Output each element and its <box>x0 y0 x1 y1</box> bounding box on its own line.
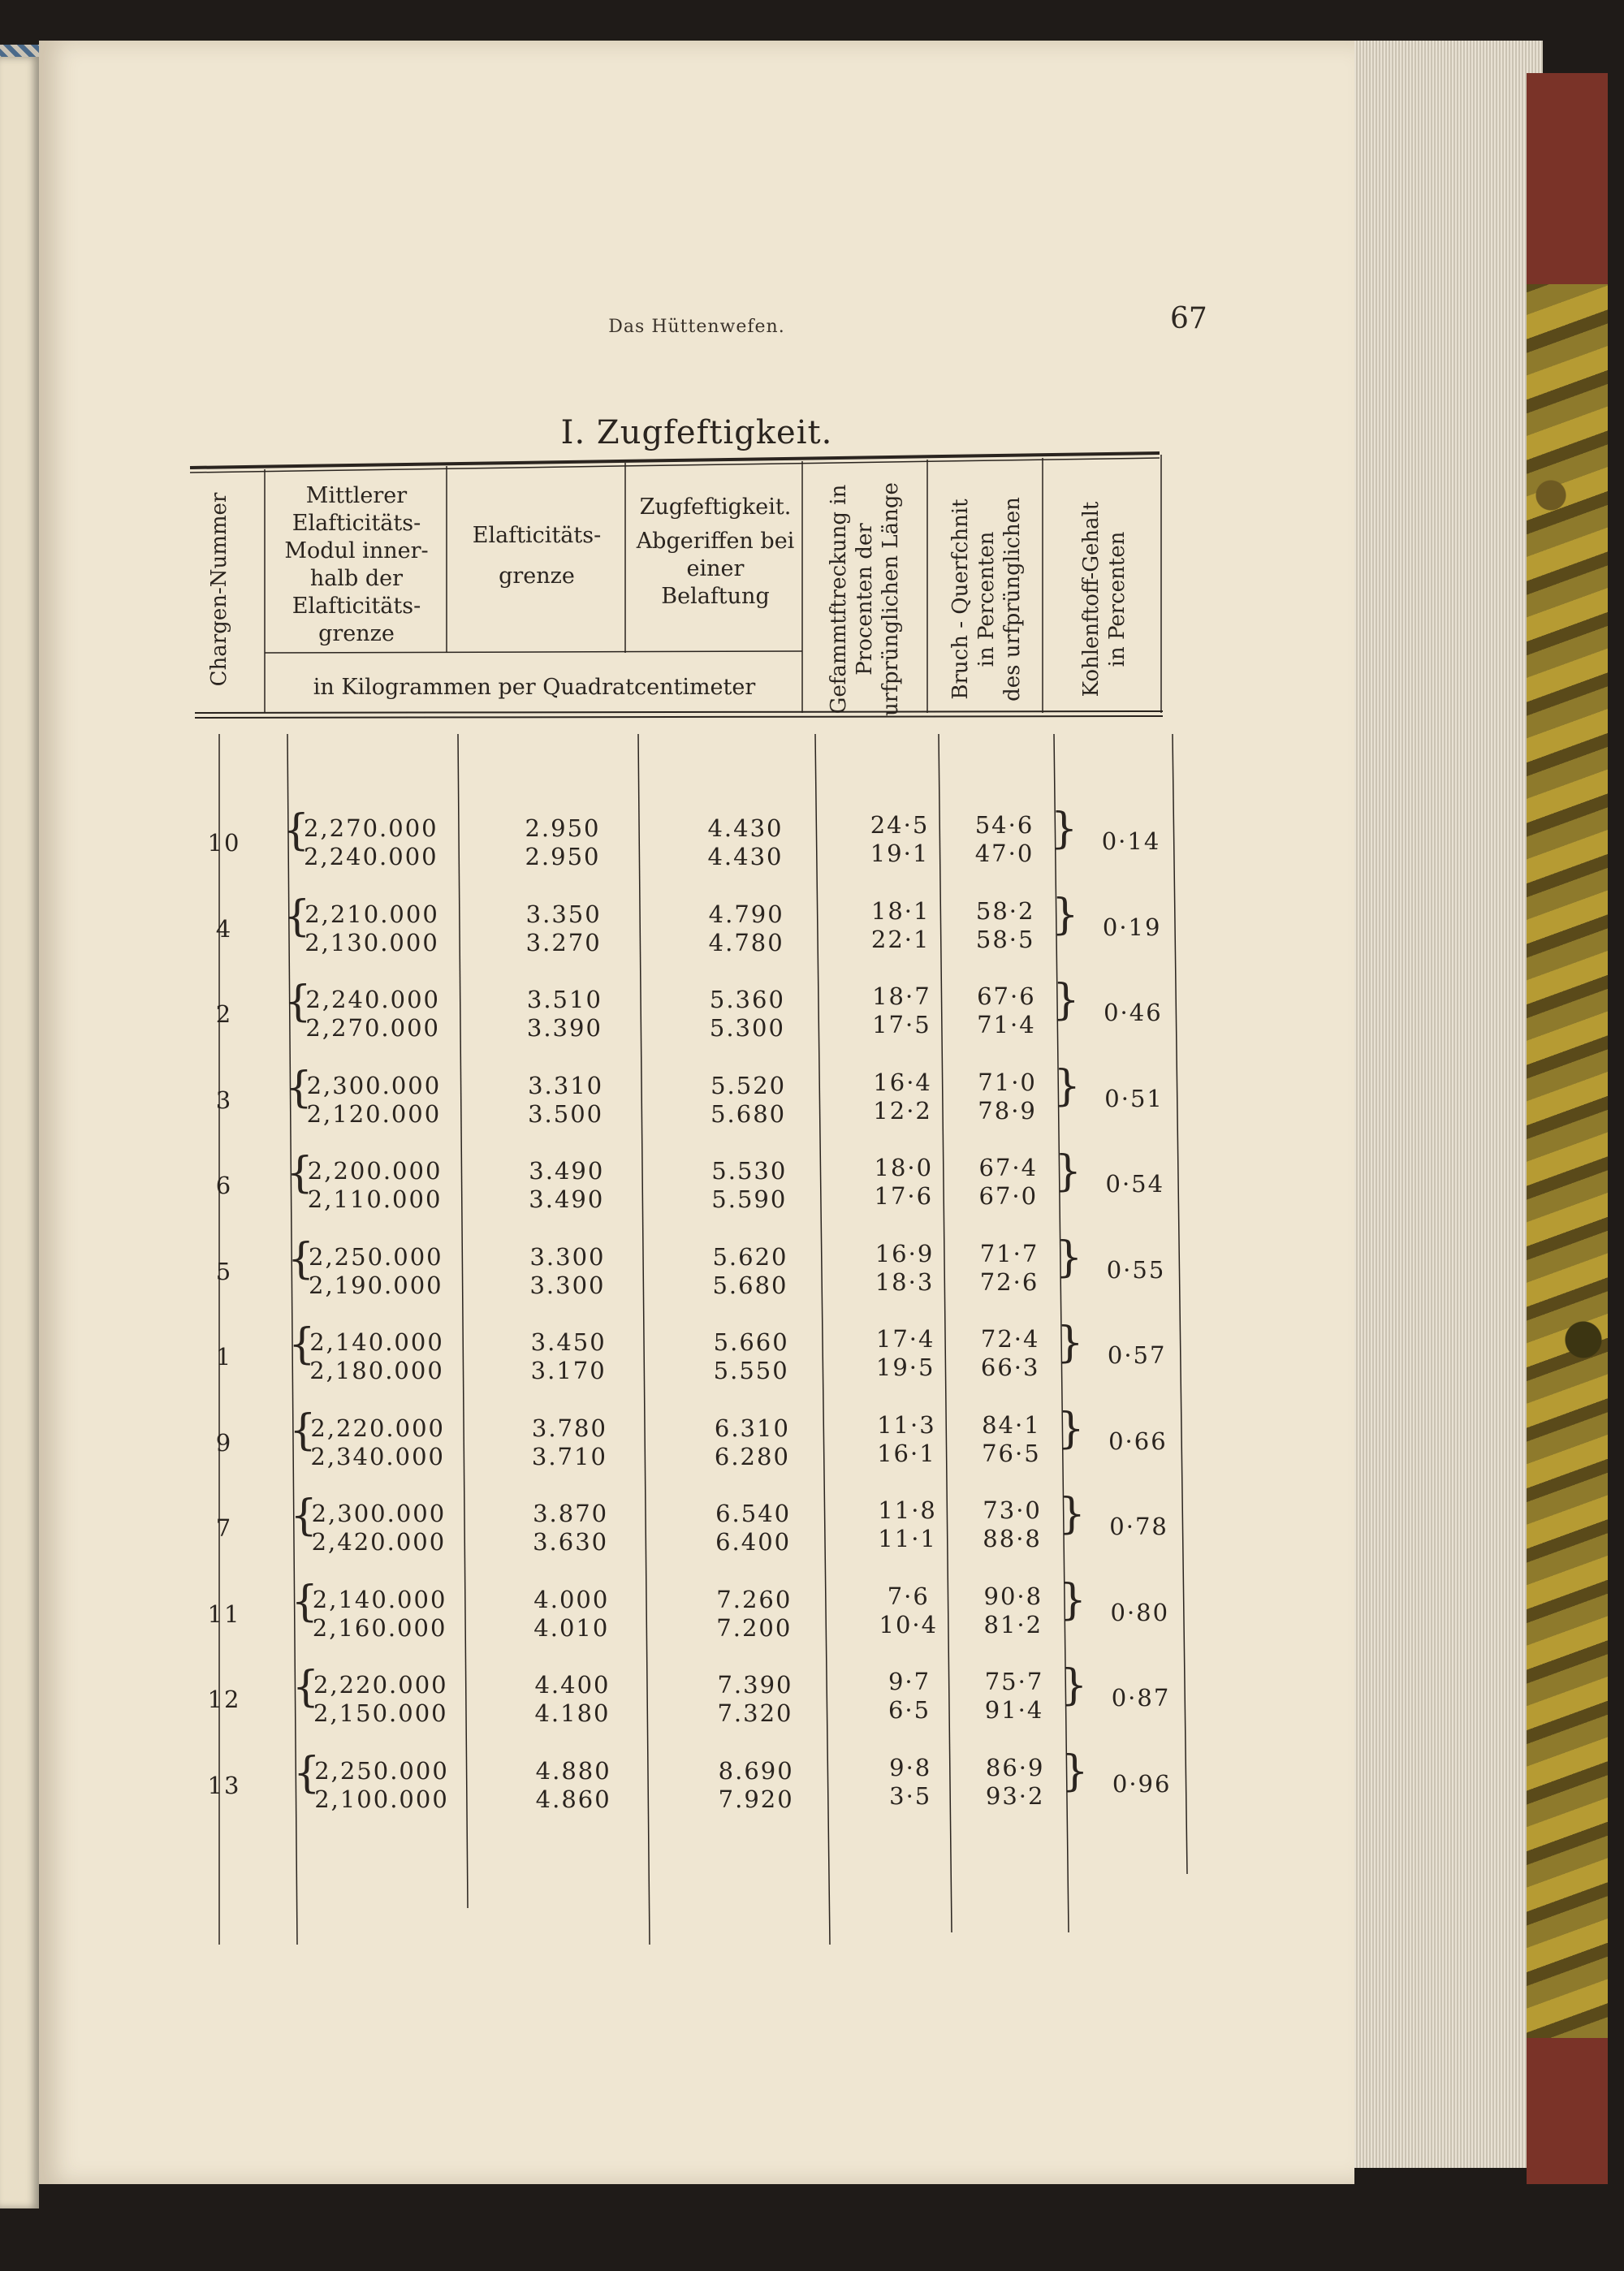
grenze-value: 4.000 <box>533 1585 610 1613</box>
grenze-value: 4.880 <box>535 1756 611 1785</box>
grenze-value: 2.950 <box>525 843 601 870</box>
zug-value: 4.780 <box>708 928 784 956</box>
brace-right: } <box>1051 805 1078 853</box>
brace-right: } <box>1059 1575 1086 1625</box>
grenze-value: 3.300 <box>529 1271 606 1299</box>
bruch-value: 78·9 <box>978 1096 1037 1125</box>
dehnung-value: 11·1 <box>878 1525 937 1552</box>
dehnung-value: 18·1 <box>870 896 931 925</box>
zug-value: 6.540 <box>715 1500 792 1527</box>
brace-left: { <box>289 1405 317 1455</box>
header-charge: Chargen-Nummer <box>207 492 231 687</box>
modul-value: 2,340.000 <box>310 1442 445 1470</box>
grenze-value: 4.400 <box>534 1671 611 1699</box>
kohlenstoff-value: 0·19 <box>1102 913 1162 941</box>
header-modul: Mittlerer Elafticitäts- Modul inner- halb der Elafticitäts- grenze <box>284 483 429 646</box>
zug-value: 6.280 <box>714 1442 790 1470</box>
bruch-value: 47·0 <box>974 840 1034 867</box>
zug-value: 5.620 <box>712 1242 788 1271</box>
kohlenstoff-value: 0·51 <box>1104 1084 1164 1112</box>
brace-right: } <box>1058 1490 1086 1539</box>
bruch-value: 84·1 <box>982 1410 1041 1439</box>
bruch-value: 66·3 <box>980 1354 1040 1381</box>
charge-number: 10 <box>207 829 241 857</box>
brace-left: { <box>293 1748 321 1798</box>
bruch-value: 91·4 <box>984 1696 1044 1724</box>
zug-value: 6.310 <box>714 1414 790 1442</box>
zug-value: 4.790 <box>708 900 784 928</box>
zug-value: 7.200 <box>716 1613 793 1642</box>
brace-left: { <box>286 1149 313 1198</box>
zug-value: 5.550 <box>713 1357 789 1384</box>
page-number: 67 <box>1170 302 1207 335</box>
bruch-value: 58·2 <box>975 896 1035 925</box>
dehnung-value: 18·3 <box>875 1267 935 1296</box>
modul-value: 2,190.000 <box>309 1271 443 1299</box>
zug-value: 5.680 <box>710 1099 787 1128</box>
bruch-value: 67·6 <box>977 982 1036 1010</box>
dehnung-value: 16·4 <box>873 1068 932 1096</box>
kohlenstoff-value: 0·46 <box>1104 999 1163 1026</box>
bruch-value: 71·7 <box>979 1239 1039 1267</box>
header-zug: Zugfeftigkeit. Abgeriffen bei einer Belaftung <box>636 494 795 609</box>
brace-left: { <box>283 806 310 855</box>
modul-value: 2,140.000 <box>312 1585 447 1613</box>
bruch-value: 73·0 <box>983 1496 1042 1524</box>
grenze-value: 2.950 <box>525 814 601 842</box>
left-page-edge <box>0 57 39 2208</box>
dehnung-value: 10·4 <box>879 1610 939 1638</box>
grenze-value: 3.490 <box>529 1157 605 1185</box>
modul-value: 2,220.000 <box>310 1414 445 1442</box>
modul-value: 2,250.000 <box>309 1242 443 1271</box>
kohlenstoff-value: 0·66 <box>1108 1427 1168 1455</box>
kohlenstoff-value: 0·78 <box>1109 1513 1168 1540</box>
bruch-value: 90·8 <box>983 1582 1043 1610</box>
zug-value: 5.590 <box>711 1185 788 1213</box>
grenze-value: 3.170 <box>530 1357 607 1384</box>
charge-number: 12 <box>207 1686 241 1713</box>
bruch-value: 58·5 <box>975 925 1035 953</box>
brace-left: { <box>292 1663 320 1712</box>
bruch-value: 81·2 <box>983 1610 1043 1638</box>
modul-value: 2,240.000 <box>304 843 438 870</box>
brace-left: { <box>285 1063 313 1112</box>
brace-right: } <box>1057 1404 1085 1453</box>
modul-value: 2,420.000 <box>311 1528 447 1556</box>
dehnung-value: 18·7 <box>872 982 931 1010</box>
kohlenstoff-value: 0·55 <box>1106 1255 1166 1284</box>
grenze-value: 3.490 <box>529 1185 605 1213</box>
charge-number: 2 <box>215 1000 233 1028</box>
grenze-value: 3.450 <box>530 1328 607 1356</box>
charge-number: 11 <box>207 1600 241 1628</box>
running-head: Das Hüttenwefen. <box>608 317 785 337</box>
zug-value: 7.320 <box>717 1699 793 1727</box>
grenze-value: 4.860 <box>535 1785 611 1813</box>
brace-right: } <box>1056 1319 1084 1367</box>
leather-corner-top <box>1527 73 1608 284</box>
page-edges <box>1348 41 1543 2168</box>
grenze-value: 4.010 <box>533 1613 610 1642</box>
modul-value: 2,210.000 <box>304 900 439 928</box>
bruch-value: 72·6 <box>979 1267 1039 1296</box>
charge-number: 3 <box>215 1086 233 1114</box>
modul-value: 2,120.000 <box>306 1099 442 1128</box>
modul-value: 2,300.000 <box>311 1500 447 1527</box>
modul-value: 2,130.000 <box>304 928 439 956</box>
header-kohlenstoff: Kohlenftoff-Gehalt in Percenten <box>1079 501 1129 697</box>
modul-value: 2,180.000 <box>309 1357 444 1384</box>
modul-value: 2,250.000 <box>314 1756 449 1785</box>
bruch-value: 86·9 <box>985 1753 1045 1781</box>
grenze-value: 3.310 <box>528 1071 604 1099</box>
charge-number: 4 <box>215 914 233 943</box>
brace-right: } <box>1052 976 1080 1025</box>
charge-number: 13 <box>207 1771 241 1799</box>
dehnung-value: 16·1 <box>877 1439 936 1467</box>
kohlenstoff-value: 0·80 <box>1110 1598 1170 1626</box>
dehnung-value: 19·5 <box>875 1354 935 1381</box>
dehnung-value: 17·5 <box>872 1011 931 1038</box>
zug-value: 4.430 <box>707 843 784 870</box>
dehnung-value: 3·5 <box>889 1781 932 1810</box>
modul-value: 2,240.000 <box>305 986 440 1013</box>
grenze-value: 3.270 <box>525 928 602 956</box>
dehnung-value: 12·2 <box>873 1096 932 1125</box>
grenze-value: 3.510 <box>526 986 603 1013</box>
modul-value: 2,270.000 <box>305 1014 440 1042</box>
dehnung-value: 9·7 <box>888 1668 931 1695</box>
brace-left: { <box>291 1577 318 1626</box>
zug-value: 7.260 <box>716 1585 793 1613</box>
dehnung-value: 19·1 <box>870 840 930 867</box>
modul-value: 2,150.000 <box>313 1699 448 1727</box>
grenze-value: 3.300 <box>529 1242 606 1271</box>
brace-left: { <box>284 978 312 1026</box>
modul-value: 2,100.000 <box>314 1785 449 1813</box>
grenze-value: 3.710 <box>531 1442 607 1470</box>
dehnung-value: 7·6 <box>887 1582 930 1610</box>
modul-value: 2,220.000 <box>313 1671 448 1699</box>
zug-value: 8.690 <box>718 1756 794 1785</box>
zug-value: 5.520 <box>710 1071 787 1099</box>
dehnung-value: 16·9 <box>875 1239 935 1267</box>
modul-value: 2,300.000 <box>306 1071 442 1099</box>
brace-left: { <box>287 1234 315 1284</box>
dehnung-value: 6·5 <box>888 1696 931 1724</box>
grenze-value: 3.630 <box>533 1528 609 1556</box>
bruch-value: 88·8 <box>983 1525 1042 1552</box>
zug-value: 6.400 <box>715 1528 792 1556</box>
dehnung-value: 24·5 <box>870 811 930 839</box>
zug-value: 5.530 <box>711 1157 788 1185</box>
dehnung-value: 11·8 <box>878 1496 937 1524</box>
brace-right: } <box>1060 1661 1088 1710</box>
charge-number: 9 <box>215 1428 233 1457</box>
brace-left: { <box>290 1492 317 1540</box>
dehnung-value: 17·6 <box>874 1182 934 1210</box>
header-dehnung: Gefammtftreckung in Procenten der urfprünglichen Länge <box>827 482 903 716</box>
modul-value: 2,160.000 <box>312 1613 447 1642</box>
bruch-value: 67·0 <box>978 1182 1039 1210</box>
brace-right: } <box>1054 1147 1082 1196</box>
brace-right: } <box>1052 890 1079 939</box>
marbled-cover <box>1527 73 1608 2184</box>
bruch-value: 93·2 <box>985 1781 1045 1810</box>
kohlenstoff-value: 0·87 <box>1111 1684 1171 1712</box>
charge-number: 5 <box>215 1257 233 1285</box>
brace-right: } <box>1061 1746 1089 1796</box>
grenze-value: 4.180 <box>534 1699 611 1727</box>
charge-number: 6 <box>215 1172 233 1199</box>
bruch-value: 76·5 <box>982 1439 1041 1467</box>
charge-number: 1 <box>215 1343 233 1371</box>
grenze-value: 3.780 <box>531 1414 607 1442</box>
modul-value: 2,200.000 <box>307 1157 443 1185</box>
grenze-value: 3.870 <box>533 1500 609 1527</box>
grenze-value: 3.500 <box>528 1099 604 1128</box>
kohlenstoff-value: 0·54 <box>1105 1170 1165 1198</box>
dehnung-value: 11·3 <box>877 1410 936 1439</box>
header-bruch: Bruch - Querfchnit in Percenten des urfprünglichen <box>948 497 1025 702</box>
header-units: in Kilogrammen per Quadratcentimeter <box>313 675 756 700</box>
table-title: I. Zugfeftigkeit. <box>560 414 833 451</box>
zug-value: 5.300 <box>709 1014 785 1042</box>
dehnung-value: 9·8 <box>889 1753 932 1781</box>
brace-left: { <box>283 892 311 941</box>
dehnung-value: 18·0 <box>874 1154 934 1181</box>
dehnung-value: 22·1 <box>870 925 931 953</box>
modul-value: 2,140.000 <box>309 1328 444 1356</box>
header-grenze: Elafticitäts- grenze <box>472 523 602 589</box>
dehnung-value: 17·4 <box>875 1325 935 1353</box>
brace-right: } <box>1053 1061 1081 1111</box>
modul-value: 2,110.000 <box>307 1185 443 1213</box>
zug-value: 4.430 <box>707 814 784 842</box>
zug-value: 7.920 <box>718 1785 794 1813</box>
modul-value: 2,270.000 <box>304 814 438 842</box>
book-page <box>39 41 1354 2184</box>
bruch-value: 72·4 <box>980 1325 1040 1353</box>
bruch-value: 71·4 <box>977 1011 1036 1038</box>
zug-value: 5.680 <box>712 1271 788 1299</box>
leather-corner-bottom <box>1527 2038 1608 2184</box>
zug-value: 5.660 <box>713 1328 789 1356</box>
bruch-value: 75·7 <box>984 1668 1044 1695</box>
bruch-value: 54·6 <box>974 811 1034 839</box>
grenze-value: 3.390 <box>526 1014 603 1042</box>
bruch-value: 67·4 <box>978 1154 1039 1181</box>
brace-right: } <box>1056 1233 1083 1282</box>
grenze-value: 3.350 <box>525 900 602 928</box>
charge-number: 7 <box>215 1514 233 1542</box>
brace-left: { <box>288 1320 316 1369</box>
kohlenstoff-value: 0·14 <box>1101 827 1161 855</box>
kohlenstoff-value: 0·57 <box>1107 1341 1167 1369</box>
kohlenstoff-value: 0·96 <box>1112 1769 1172 1798</box>
bruch-value: 71·0 <box>978 1068 1037 1096</box>
zug-value: 7.390 <box>717 1671 793 1699</box>
zug-value: 5.360 <box>709 986 785 1013</box>
